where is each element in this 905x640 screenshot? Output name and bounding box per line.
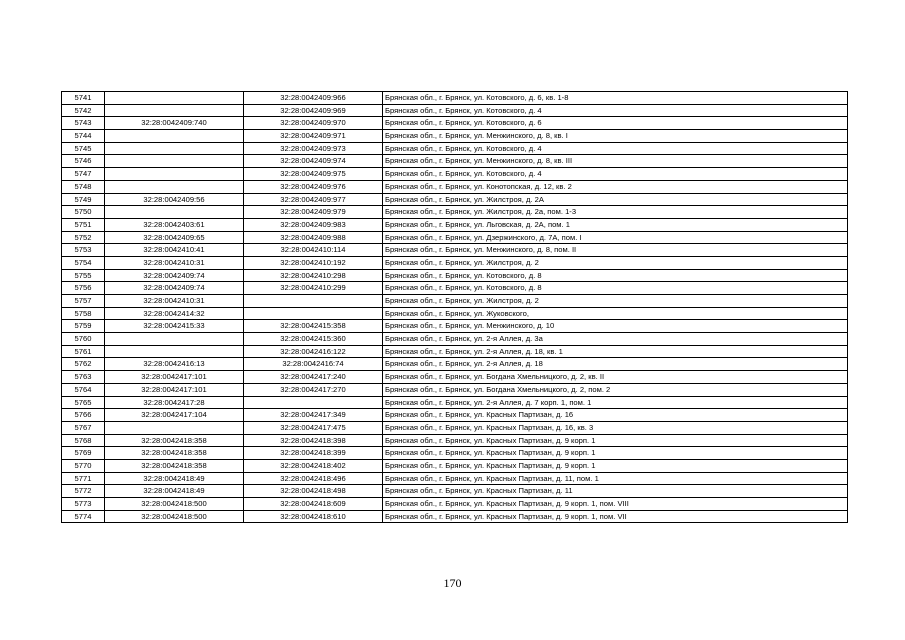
table-row [62, 117, 848, 130]
cell-land-cadastral-number [105, 104, 244, 117]
cell-row-number: 5756 [62, 282, 105, 295]
cell-land-cadastral-number [105, 421, 244, 434]
cell-land-cadastral-number: 32:28:0042418:358 [105, 447, 244, 460]
cell-row-number: 5771 [62, 472, 105, 485]
cell-land-cadastral-number: 32:28:0042417:101 [105, 383, 244, 396]
cell-row-number: 5749 [62, 193, 105, 206]
cell-address: Брянская обл., г. Брянск, ул. Красных Партизан, д. 9 корп. 1 [383, 434, 848, 447]
cell-land-cadastral-number: 32:28:0042418:49 [105, 472, 244, 485]
cell-land-cadastral-number: 32:28:0042417:28 [105, 396, 244, 409]
table-row [62, 269, 848, 282]
cell-land-cadastral-number: 32:28:0042415:33 [105, 320, 244, 333]
table-row [62, 383, 848, 396]
cell-address: Брянская обл., г. Брянск, ул. Котовского, д. 8 [383, 269, 848, 282]
cell-address: Брянская обл., г. Брянск, ул. Менжинского, д. 8, пом. II [383, 244, 848, 257]
cell-building-cadastral-number: 32:28:0042418:402 [244, 459, 383, 472]
cell-address: Брянская обл., г. Брянск, ул. Котовского, д. 4 [383, 142, 848, 155]
cell-building-cadastral-number: 32:28:0042415:358 [244, 320, 383, 333]
cell-address: Брянская обл., г. Брянск, ул. Котовского, д. 6, кв. 1-8 [383, 92, 848, 105]
cell-building-cadastral-number: 32:28:0042417:475 [244, 421, 383, 434]
cell-address: Брянская обл., г. Брянск, ул. 2-я Аллея, д. 18, кв. 1 [383, 345, 848, 358]
cell-building-cadastral-number: 32:28:0042409:973 [244, 142, 383, 155]
cell-row-number: 5746 [62, 155, 105, 168]
cell-land-cadastral-number: 32:28:0042409:56 [105, 193, 244, 206]
table-row [62, 485, 848, 498]
table-row [62, 307, 848, 320]
cell-address: Брянская обл., г. Брянск, ул. Богдана Хмельницкого, д. 2, кв. II [383, 371, 848, 384]
cell-land-cadastral-number [105, 180, 244, 193]
cell-land-cadastral-number: 32:28:0042414:32 [105, 307, 244, 320]
cell-building-cadastral-number: 32:28:0042409:966 [244, 92, 383, 105]
cell-row-number: 5765 [62, 396, 105, 409]
property-registry-table [61, 91, 848, 523]
cell-address: Брянская обл., г. Брянск, ул. Жилстроя, д. 2 [383, 295, 848, 308]
cell-building-cadastral-number [244, 396, 383, 409]
cell-row-number: 5743 [62, 117, 105, 130]
cell-building-cadastral-number: 32:28:0042410:192 [244, 256, 383, 269]
table-row [62, 396, 848, 409]
cell-land-cadastral-number [105, 345, 244, 358]
cell-building-cadastral-number: 32:28:0042418:610 [244, 510, 383, 523]
table-row [62, 358, 848, 371]
table-row [62, 104, 848, 117]
cell-building-cadastral-number: 32:28:0042410:299 [244, 282, 383, 295]
cell-building-cadastral-number [244, 307, 383, 320]
cell-land-cadastral-number [105, 333, 244, 346]
cell-land-cadastral-number: 32:28:0042417:101 [105, 371, 244, 384]
cell-row-number: 5767 [62, 421, 105, 434]
cell-land-cadastral-number [105, 142, 244, 155]
cell-address: Брянская обл., г. Брянск, ул. 2-я Аллея, д. 18 [383, 358, 848, 371]
table-row [62, 180, 848, 193]
table-row [62, 206, 848, 219]
cell-land-cadastral-number: 32:28:0042418:358 [105, 434, 244, 447]
cell-row-number: 5744 [62, 130, 105, 143]
table-row [62, 244, 848, 257]
cell-address: Брянская обл., г. Брянск, ул. Котовского, д. 4 [383, 104, 848, 117]
table-row [62, 472, 848, 485]
cell-row-number: 5750 [62, 206, 105, 219]
table-row [62, 447, 848, 460]
table-row [62, 320, 848, 333]
cell-address: Брянская обл., г. Брянск, ул. Менжинского, д. 10 [383, 320, 848, 333]
cell-address: Брянская обл., г. Брянск, ул. Красных Партизан, д. 11 [383, 485, 848, 498]
cell-building-cadastral-number: 32:28:0042409:974 [244, 155, 383, 168]
cell-address: Брянская обл., г. Брянск, ул. Красных Партизан, д. 9 корп. 1 [383, 459, 848, 472]
cell-land-cadastral-number: 32:28:0042410:31 [105, 295, 244, 308]
cell-land-cadastral-number [105, 92, 244, 105]
table-row [62, 434, 848, 447]
cell-address: Брянская обл., г. Брянск, ул. Менжинского, д. 8, кв. III [383, 155, 848, 168]
cell-address: Брянская обл., г. Брянск, ул. Красных Партизан, д. 9 корп. 1 [383, 447, 848, 460]
cell-land-cadastral-number: 32:28:0042409:74 [105, 269, 244, 282]
cell-address: Брянская обл., г. Брянск, ул. Менжинского, д. 8, кв. I [383, 130, 848, 143]
cell-address: Брянская обл., г. Брянск, ул. 2-я Аллея, д. 7 корп. 1, пом. 1 [383, 396, 848, 409]
cell-row-number: 5769 [62, 447, 105, 460]
cell-address: Брянская обл., г. Брянск, ул. Котовского, д. 4 [383, 168, 848, 181]
cell-address: Брянская обл., г. Брянск, ул. Красных Партизан, д. 16, кв. 3 [383, 421, 848, 434]
cell-land-cadastral-number [105, 206, 244, 219]
cell-land-cadastral-number [105, 168, 244, 181]
table-row [62, 155, 848, 168]
cell-building-cadastral-number: 32:28:0042409:979 [244, 206, 383, 219]
cell-row-number: 5762 [62, 358, 105, 371]
cell-building-cadastral-number: 32:28:0042409:971 [244, 130, 383, 143]
cell-land-cadastral-number: 32:28:0042418:500 [105, 510, 244, 523]
table-row [62, 421, 848, 434]
cell-building-cadastral-number: 32:28:0042416:74 [244, 358, 383, 371]
cell-land-cadastral-number: 32:28:0042403:61 [105, 218, 244, 231]
cell-land-cadastral-number [105, 130, 244, 143]
table-row [62, 256, 848, 269]
cell-building-cadastral-number: 32:28:0042416:122 [244, 345, 383, 358]
cell-land-cadastral-number: 32:28:0042416:13 [105, 358, 244, 371]
table-row [62, 142, 848, 155]
cell-row-number: 5757 [62, 295, 105, 308]
cell-building-cadastral-number: 32:28:0042409:983 [244, 218, 383, 231]
cell-building-cadastral-number: 32:28:0042418:398 [244, 434, 383, 447]
cell-row-number: 5755 [62, 269, 105, 282]
cell-land-cadastral-number: 32:28:0042418:358 [105, 459, 244, 472]
table-row [62, 510, 848, 523]
cell-row-number: 5768 [62, 434, 105, 447]
cell-land-cadastral-number: 32:28:0042410:41 [105, 244, 244, 257]
cell-address: Брянская обл., г. Брянск, ул. Конотопская, д. 12, кв. 2 [383, 180, 848, 193]
table-row [62, 92, 848, 105]
cell-building-cadastral-number: 32:28:0042409:976 [244, 180, 383, 193]
table-row [62, 333, 848, 346]
cell-row-number: 5752 [62, 231, 105, 244]
cell-building-cadastral-number: 32:28:0042417:240 [244, 371, 383, 384]
cell-row-number: 5758 [62, 307, 105, 320]
table-row [62, 218, 848, 231]
cell-building-cadastral-number: 32:28:0042409:988 [244, 231, 383, 244]
cell-row-number: 5760 [62, 333, 105, 346]
table-body [62, 92, 848, 523]
cell-address: Брянская обл., г. Брянск, ул. Красных Партизан, д. 9 корп. 1, пом. VIII [383, 498, 848, 511]
cell-address: Брянская обл., г. Брянск, ул. Котовского, д. 6 [383, 117, 848, 130]
cell-building-cadastral-number: 32:28:0042409:975 [244, 168, 383, 181]
cell-address: Брянская обл., г. Брянск, ул. Жилстроя, д. 2а, пом. 1-3 [383, 206, 848, 219]
cell-building-cadastral-number: 32:28:0042418:609 [244, 498, 383, 511]
page-number: 170 [443, 576, 462, 590]
cell-building-cadastral-number: 32:28:0042409:970 [244, 117, 383, 130]
cell-row-number: 5770 [62, 459, 105, 472]
cell-address: Брянская обл., г. Брянск, ул. Жилстроя, д. 2 [383, 256, 848, 269]
cell-row-number: 5761 [62, 345, 105, 358]
cell-row-number: 5745 [62, 142, 105, 155]
cell-building-cadastral-number: 32:28:0042418:399 [244, 447, 383, 460]
cell-address: Брянская обл., г. Брянск, ул. 2-я Аллея, д. 3а [383, 333, 848, 346]
cell-address: Брянская обл., г. Брянск, ул. Красных Партизан, д. 11, пом. 1 [383, 472, 848, 485]
cell-land-cadastral-number: 32:28:0042418:500 [105, 498, 244, 511]
table-row [62, 371, 848, 384]
cell-building-cadastral-number: 32:28:0042418:498 [244, 485, 383, 498]
table-row [62, 498, 848, 511]
table-row [62, 409, 848, 422]
cell-address: Брянская обл., г. Брянск, ул. Жуковского, [383, 307, 848, 320]
cell-row-number: 5773 [62, 498, 105, 511]
table-row [62, 282, 848, 295]
cell-land-cadastral-number: 32:28:0042410:31 [105, 256, 244, 269]
cell-building-cadastral-number: 32:28:0042417:349 [244, 409, 383, 422]
cell-row-number: 5772 [62, 485, 105, 498]
table-row [62, 459, 848, 472]
cell-row-number: 5751 [62, 218, 105, 231]
cell-row-number: 5763 [62, 371, 105, 384]
cell-building-cadastral-number: 32:28:0042417:270 [244, 383, 383, 396]
table-row [62, 130, 848, 143]
cell-row-number: 5759 [62, 320, 105, 333]
cell-row-number: 5754 [62, 256, 105, 269]
cell-row-number: 5753 [62, 244, 105, 257]
cell-row-number: 5747 [62, 168, 105, 181]
cell-land-cadastral-number: 32:28:0042409:65 [105, 231, 244, 244]
cell-row-number: 5742 [62, 104, 105, 117]
cell-row-number: 5766 [62, 409, 105, 422]
cell-building-cadastral-number: 32:28:0042415:360 [244, 333, 383, 346]
cell-building-cadastral-number: 32:28:0042410:298 [244, 269, 383, 282]
cell-building-cadastral-number: 32:28:0042409:977 [244, 193, 383, 206]
cell-row-number: 5741 [62, 92, 105, 105]
cell-building-cadastral-number: 32:28:0042409:969 [244, 104, 383, 117]
cell-address: Брянская обл., г. Брянск, ул. Красных Партизан, д. 16 [383, 409, 848, 422]
cell-address: Брянская обл., г. Брянск, ул. Котовского, д. 8 [383, 282, 848, 295]
cell-address: Брянская обл., г. Брянск, ул. Жилстроя, д. 2А [383, 193, 848, 206]
table-row [62, 168, 848, 181]
cell-land-cadastral-number: 32:28:0042409:740 [105, 117, 244, 130]
cell-address: Брянская обл., г. Брянск, ул. Богдана Хмельницкого, д. 2, пом. 2 [383, 383, 848, 396]
table-row [62, 295, 848, 308]
cell-building-cadastral-number [244, 295, 383, 308]
cell-row-number: 5748 [62, 180, 105, 193]
table-row [62, 345, 848, 358]
cell-building-cadastral-number: 32:28:0042410:114 [244, 244, 383, 257]
cell-row-number: 5764 [62, 383, 105, 396]
cell-row-number: 5774 [62, 510, 105, 523]
cell-address: Брянская обл., г. Брянск, ул. Льговская, д. 2А, пом. 1 [383, 218, 848, 231]
cell-land-cadastral-number [105, 155, 244, 168]
cell-building-cadastral-number: 32:28:0042418:496 [244, 472, 383, 485]
cell-address: Брянская обл., г. Брянск, ул. Дзержинского, д. 7А, пом. I [383, 231, 848, 244]
cell-address: Брянская обл., г. Брянск, ул. Красных Партизан, д. 9 корп. 1, пом. VII [383, 510, 848, 523]
table-row [62, 193, 848, 206]
cell-land-cadastral-number: 32:28:0042418:49 [105, 485, 244, 498]
cell-land-cadastral-number: 32:28:0042417:104 [105, 409, 244, 422]
table-row [62, 231, 848, 244]
cell-land-cadastral-number: 32:28:0042409:74 [105, 282, 244, 295]
